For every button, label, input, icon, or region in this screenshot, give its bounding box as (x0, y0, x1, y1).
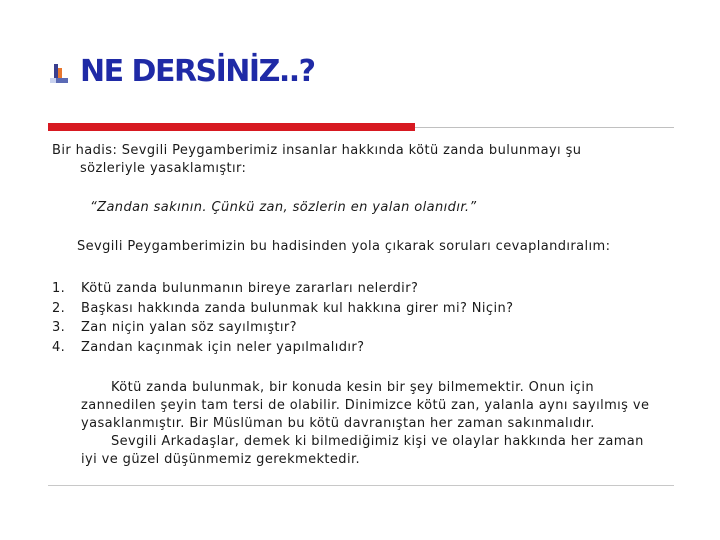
paragraph-line: zannedilen şeyin tam tersi de olabilir. Dinimizce kötü zan, yalanla aynı sayılmış ve (81, 398, 650, 413)
divider-line (415, 127, 674, 128)
question-text: Zan niçin yalan söz sayılmıştır? (81, 320, 297, 335)
paragraph-line: Kötü zanda bulunmak, bir konuda kesin bir şey bilmemektir. Onun için (111, 380, 594, 395)
item-number: 3. (52, 320, 66, 335)
paragraph-line: iyi ve güzel düşünmemiz gerekmektedir. (81, 452, 361, 467)
question-text: Zandan kaçınmak için neler yapılmalıdır? (81, 339, 365, 355)
item-number: 2. (52, 300, 66, 316)
bottom-divider (48, 485, 674, 486)
page-title: NE DERSİNİZ..? (80, 54, 315, 89)
item-number: 4. (52, 339, 66, 355)
lead-text: Sevgili Peygamberimizin bu hadisinden yola çıkarak soruları cevaplandıralım: (77, 239, 611, 254)
intro-text (52, 142, 652, 178)
intro-line: sözleriyle yasaklamıştır: (80, 161, 247, 176)
question-text: Başkası hakkında zanda bulunmak kul hakkına girer mi? Niçin? (81, 300, 514, 316)
accent-bar (48, 123, 415, 131)
title-divider (48, 122, 674, 132)
paragraph-line: yasaklanmıştır. Bir Müslüman bu kötü davranıştan her zaman sakınmalıdır. (81, 416, 595, 431)
paragraph-line: Sevgili Arkadaşlar, demek ki bilmediğimiz kişi ve olaylar hakkında her zaman (111, 434, 644, 449)
item-number: 1. (52, 281, 66, 296)
intro-line: Bir hadis: Sevgili Peygamberimiz insanlar hakkında kötü zanda bulunmayı şu (52, 143, 582, 158)
title-bullet-icon (50, 64, 68, 84)
explanation-paragraph (81, 379, 671, 469)
question-text: Kötü zanda bulunmanın bireye zararları nelerdir? (81, 281, 419, 296)
hadith-quote: “Zandan sakının. Çünkü zan, sözlerin en yalan olanıdır.” (90, 200, 477, 215)
